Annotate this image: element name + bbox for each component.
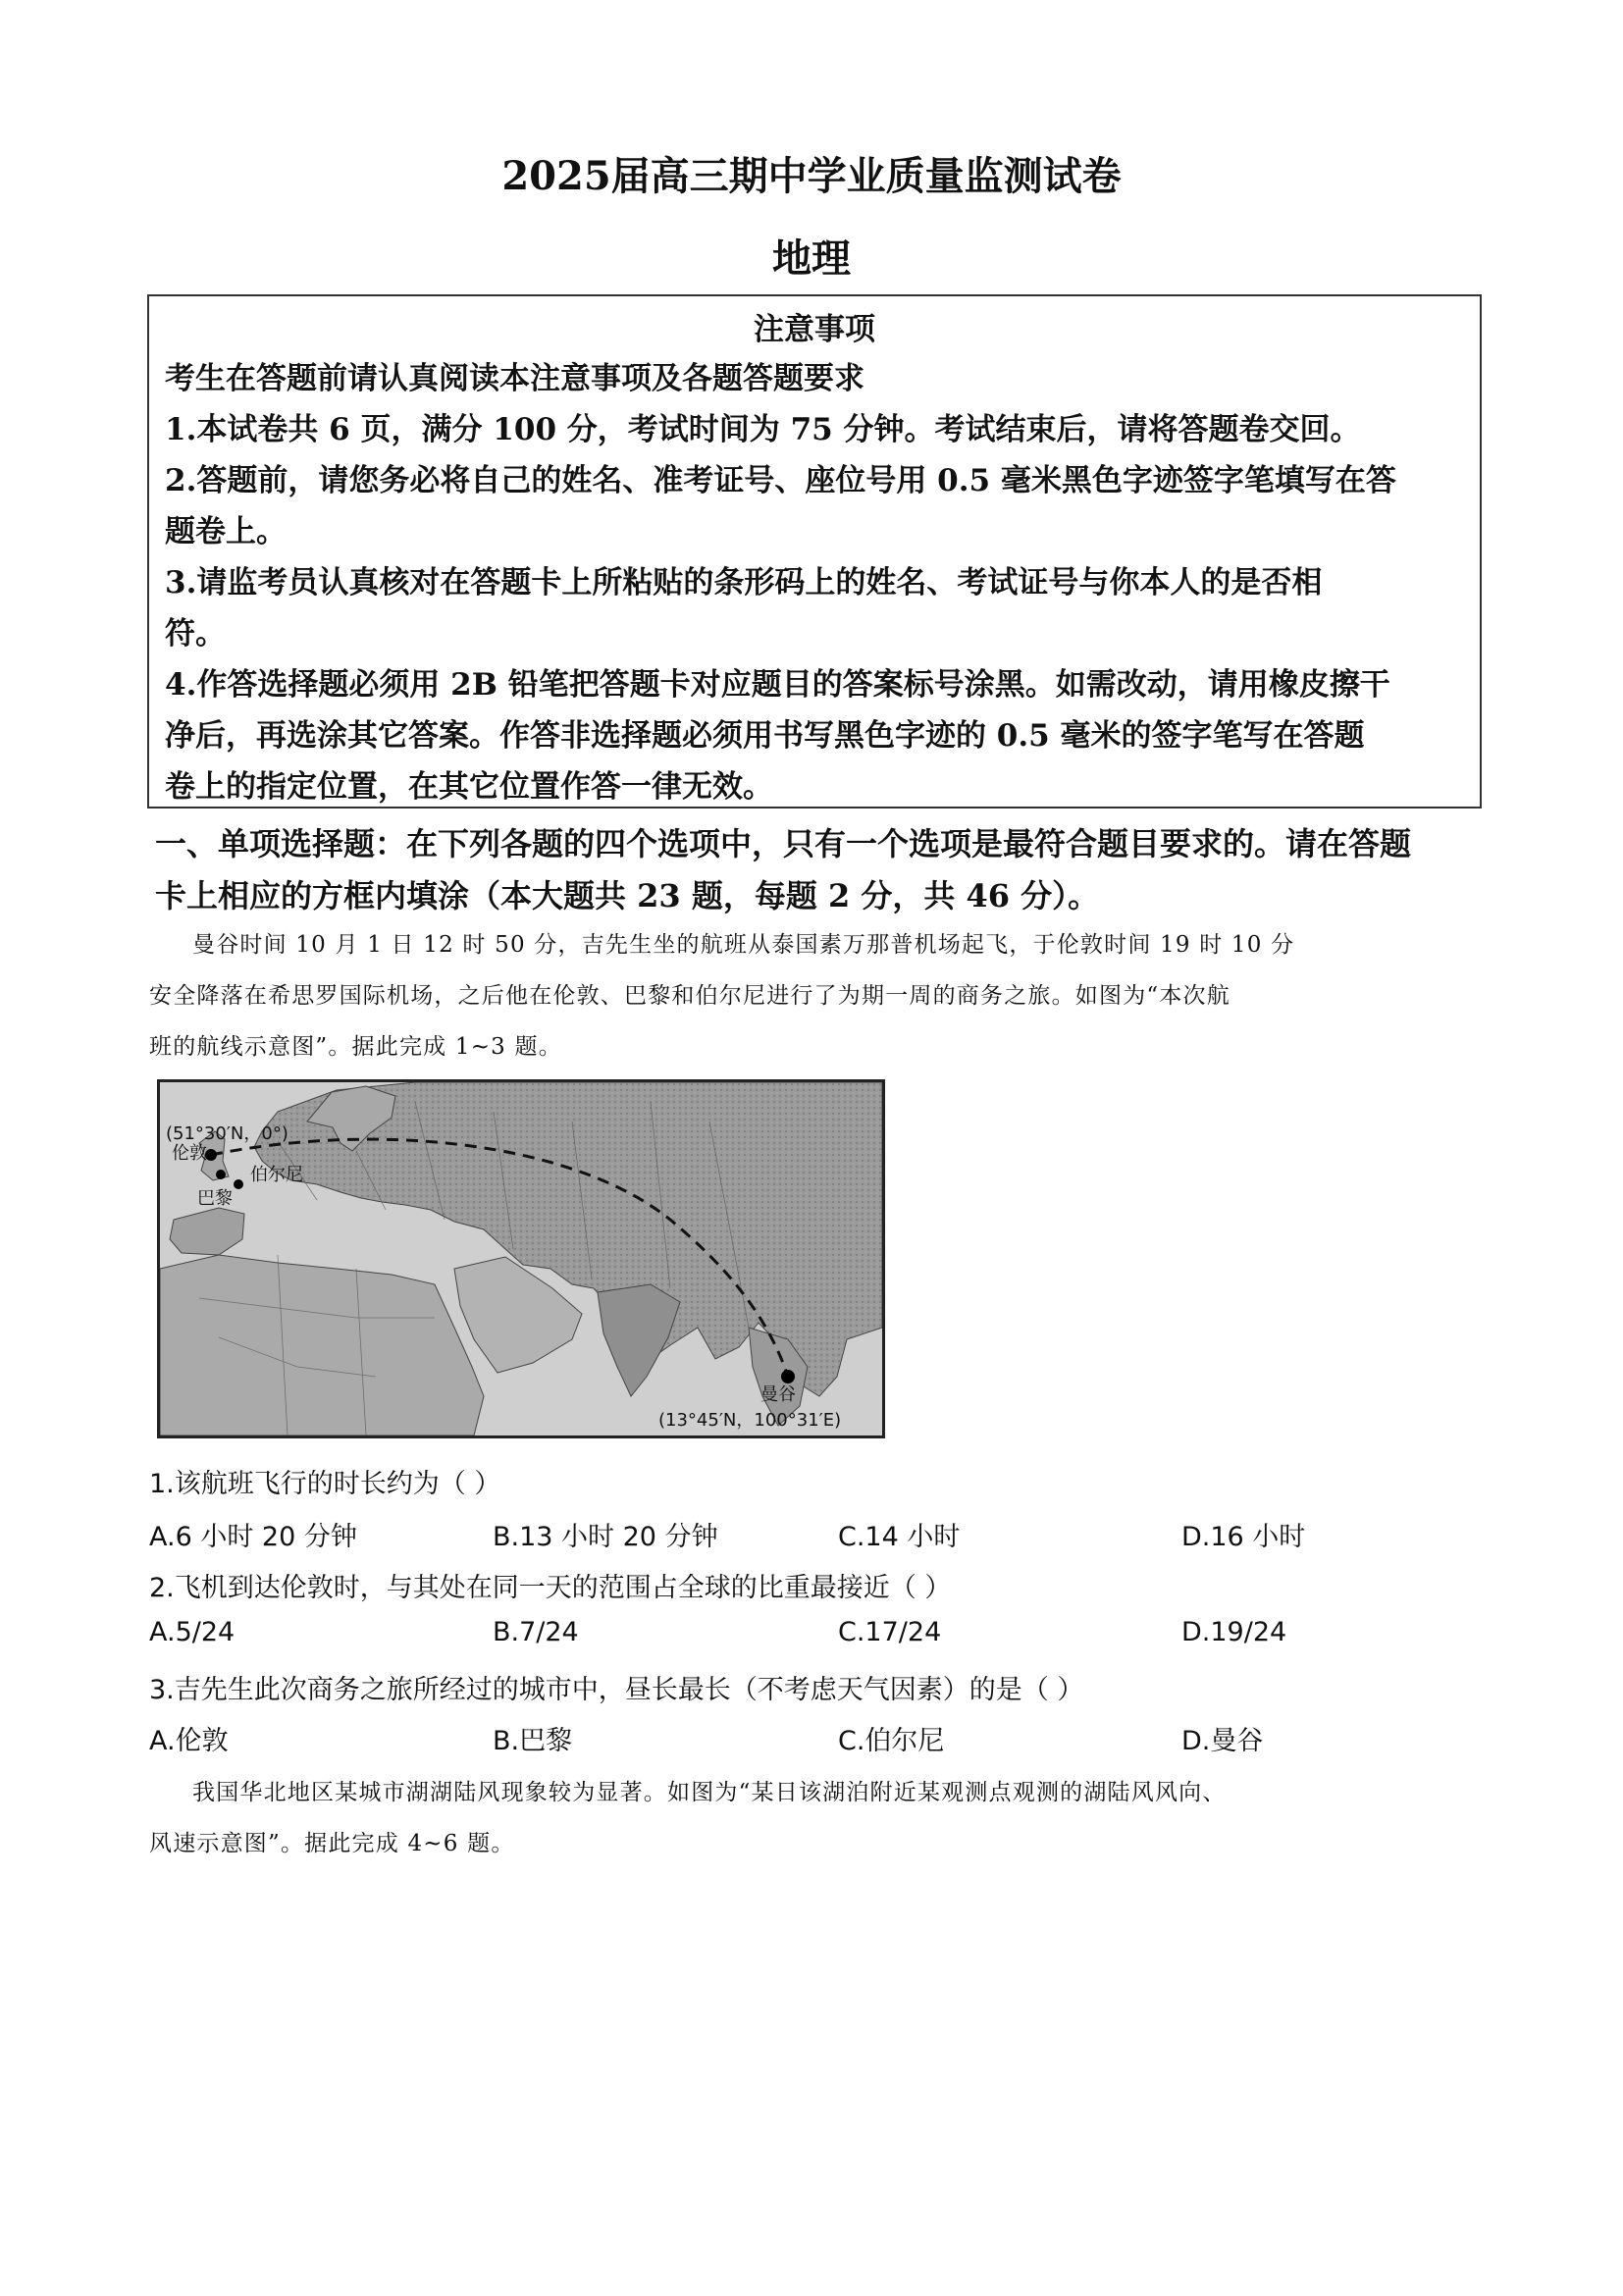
answer-option[interactable]: B.巴黎 — [493, 1726, 573, 1756]
notice-heading: 注意事项 — [754, 312, 875, 347]
answer-option[interactable]: A.6 小时 20 分钟 — [149, 1522, 357, 1552]
answer-option[interactable]: D.曼谷 — [1181, 1726, 1264, 1756]
notice-line: 考生在答题前请认真阅读本注意事项及各题答题要求 — [165, 361, 864, 396]
answer-option[interactable]: C.17/24 — [838, 1617, 942, 1647]
answer-option[interactable]: D.16 小时 — [1181, 1522, 1306, 1552]
question-stem: 2.飞机到达伦敦时，与其处在同一天的范围占全球的比重最接近（ ） — [149, 1573, 952, 1603]
bern-label: 伯尔尼 — [250, 1165, 303, 1185]
answer-option[interactable]: D.19/24 — [1181, 1617, 1287, 1647]
notice-line: 符。 — [165, 616, 226, 652]
flight-route-map — [157, 1079, 885, 1438]
answer-option[interactable]: C.14 小时 — [838, 1522, 961, 1552]
section-heading: 一、单项选择题：在下列各题的四个选项中，只有一个选项是最符合题目要求的。请在答题 — [155, 825, 1412, 862]
intro-paragraph-line: 我国华北地区某城市湖湖陆风现象较为显著。如图为“某日该湖泊附近某观测点观测的湖陆风风向、 — [192, 1780, 1227, 1805]
answer-option[interactable]: B.7/24 — [493, 1617, 579, 1647]
london-coordinate-label: (51°30′N，0°) — [166, 1123, 288, 1144]
intro-paragraph-line: 安全降落在希思罗国际机场，之后他在伦敦、巴黎和伯尔尼进行了为期一周的商务之旅。如图为“本次航 — [149, 983, 1230, 1009]
answer-option[interactable]: C.伯尔尼 — [838, 1726, 945, 1756]
notice-line: 卷上的指定位置，在其它位置作答一律无效。 — [165, 769, 773, 805]
bangkok-label: 曼谷 — [760, 1384, 796, 1405]
paris-dot — [216, 1170, 226, 1179]
notice-line: 题卷上。 — [165, 514, 287, 549]
section-heading: 卡上相应的方框内填涂（本大题共 23 题，每题 2 分，共 46 分）。 — [155, 877, 1100, 914]
answer-option[interactable]: B.13 小时 20 分钟 — [493, 1522, 718, 1552]
question-stem: 3.吉先生此次商务之旅所经过的城市中，昼长最长（不考虑天气因素）的是（ ） — [149, 1675, 1084, 1705]
bern-dot — [234, 1179, 243, 1189]
answer-option[interactable]: A.5/24 — [149, 1617, 236, 1647]
exam-subject: 地理 — [772, 235, 851, 282]
intro-paragraph-line: 班的航线示意图”。据此完成 1~3 题。 — [149, 1034, 562, 1060]
notice-box — [147, 294, 1482, 809]
notice-line: 3.请监考员认真核对在答题卡上所粘贴的条形码上的姓名、考试证号与你本人的是否相 — [165, 565, 1323, 600]
intro-paragraph-line: 风速示意图”。据此完成 4~6 题。 — [149, 1831, 515, 1856]
question-stem: 1.该航班飞行的时长约为（ ） — [149, 1469, 501, 1499]
bangkok-coordinate-label: (13°45′N，100°31′E) — [658, 1410, 842, 1431]
notice-line: 4.作答选择题必须用 2B 铅笔把答题卡对应题目的答案标号涂黑。如需改动，请用橡皮擦干 — [165, 667, 1390, 703]
notice-line: 2.答题前，请您务必将自己的姓名、准考证号、座位号用 0.5 毫米黑色字迹签字笔填写在答 — [165, 463, 1396, 498]
london-label: 伦敦 — [172, 1143, 207, 1164]
notice-line: 1.本试卷共 6 页，满分 100 分，考试时间为 75 分钟。考试结束后，请将答题卷交回。 — [165, 412, 1361, 447]
intro-paragraph-line: 曼谷时间 10 月 1 日 12 时 50 分，吉先生坐的航班从泰国素万那普机场起飞，于伦敦时间 19 时 10 分 — [192, 932, 1295, 958]
exam-title: 2025届高三期中学业质量监测试卷 — [501, 153, 1122, 199]
paris-label: 巴黎 — [197, 1188, 233, 1209]
notice-line: 净后，再选涂其它答案。作答非选择题必须用书写黑色字迹的 0.5 毫米的签字笔写在答题 — [165, 718, 1365, 754]
answer-option[interactable]: A.伦敦 — [149, 1726, 229, 1756]
